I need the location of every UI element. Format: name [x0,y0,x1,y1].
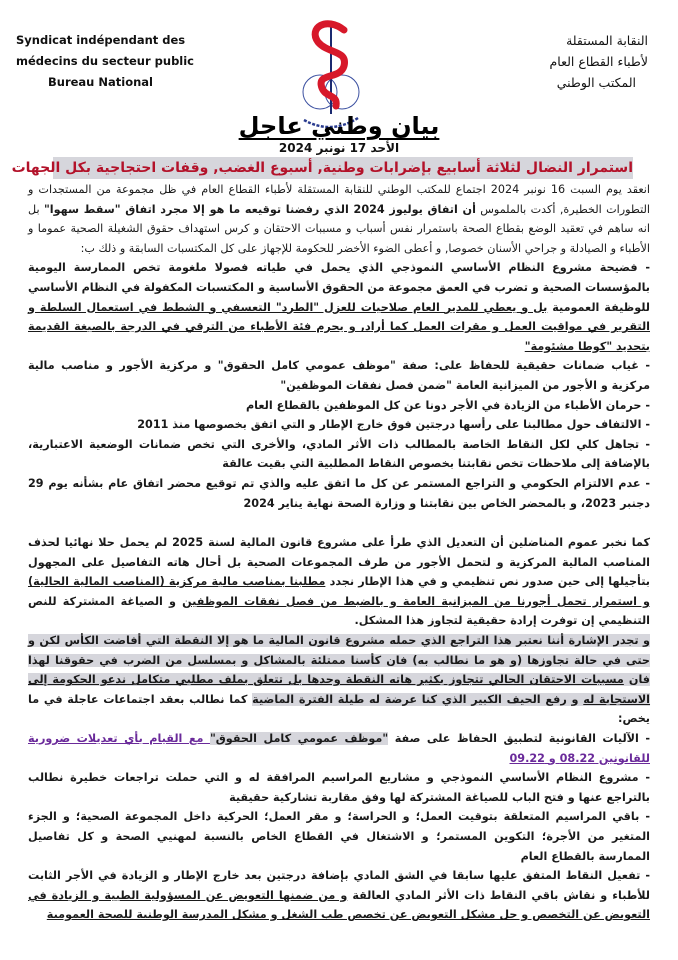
list-item: - فضيحة مشروع النظام الأساسي النموذجي الذي يحمل في طياته فصولا ملغومة تخص الممارسة اليومية بالمؤسسات الصحية و تضرب في العمق مجموعة من الحقوق الأساسية و المكتسبات المكفولة في النظام الأساسي للوظيفة العمومية بل و يعطي للمدير العام صلاحيات للعزل "الطرد" التعسفي و الشطط في استعمال السلطة و التقرير في مواقيت العمل و مقرات العمل كما أراد, و يحرم فئة الأطباء من الترقي في الدرجة بالصيغة القديمة بتحديد "كوطا مشئومة" [28,261,651,353]
french-header-line: Bureau National [48,75,153,89]
document-body [28,180,650,925]
document-subtitle: استمرار النضال لثلاثة أسابيع بإضرابات وطنية, أسبوع الغضب, وقفات احتجاجية بكل الجهات [53,157,633,179]
finance-paragraph: كما نخبر عموم المناضلين أن التعديل الذي طرأ على مشروع قانون المالية لسنة 2025 لم يحمل حلا نهائيا لحذف المناصب المالية المركزية و لتحمل الأجور من طرف المجموعات الصحية بل أحال هاته التفاصيل على المجهول بتأجيلها إلى حين صدور نص تنظيمي و في هذا الإطار نجدد مطلبنا بمناصب مالية مركزية (المناصب المالية الحالية) و استمرار تحمل أجورنا من الميزانية العامة و بالضبط من فصل نفقات الموظفين و الصياغة المشتركة للنص التنظيمي إن توفرت إرادة حقيقية لتجاوز هذا المشكل. [28,536,650,628]
list-item: - الآليات القانونية لتطبيق الحفاظ على صفة "موظف عمومي كامل الحقوق" مع القيام بأي تعديلات ضرورية للقانونين 08.22 و 09.22 [28,732,650,765]
list-item: - حرمان الأطباء من الزيادة في الأجر دونا عن كل الموظفين بالقطاع العام [245,398,650,412]
french-header-line: médecins du secteur public [16,54,195,68]
spacer [28,513,650,533]
arabic-header-line: المكتب الوطني [556,75,636,90]
document-title: بيان وطني عاجل [238,112,440,140]
arabic-header-line: النقابة المستقلة [566,33,648,48]
list-item: - الالتفاف حول مطالبنا على رأسها درجتين فوق خارج الإطار و التي اتفق بخصوصها منذ 2011 [137,418,650,432]
list-item: - غياب ضمانات حقيقية للحفاظ على: صفة "موظف عمومي كامل الحقوق" و مركزية الأجور و مناصب مالية مركزية و الأجور من الميزانية العامة "ضمن فصل نفقات الموظفين" [28,359,650,392]
list-item: - عدم الالتزام الحكومي و التراجع المستمر عن كل ما اتفق عليه والذي تم توقيع محضر اتفاق عام بشأنه يوم 29 دجنبر 2023، و بالمحضر الخاص بين نقابتنا و وزارة الصحة نهاية يناير 2024 [28,476,650,510]
list-item: - تفعيل النقاط المتفق عليها سابقا في الشق المادي بإضافة درجتين بعد خارج الإطار و الزيادة في الأجر الثابت للأطباء و نقاش باقي النقاط ذات الأثر المادي العالقة و من ضمنها التعويض عن المسؤولية الطبية و الزيادة في التعويض عن التخصص و حل مشكل التعويض عن تخصص طب الشغل و مشكل المدرسة الوطنية للصحة العمومية [28,869,650,922]
notice-paragraph: و تجدر الإشارة أننا نعتبر هذا التراجع الذي حمله مشروع قانون المالية ما هو إلا النقطة التي أفاضت الكأس لكن و حتى في حالة تجاوزها (و هو ما نطالب به) فان كأسنا ممتلئة بالمشاكل و بمسلسل من الضرب في حقوقنا لهذا فان مسببات الاحتقان الحالي تتجاوز بكثير هاته النقطة وحدها بل تتعلق بملف مطلبي متكامل ندعو الحكومة إلى الاستجابة له و رفع الحيف الكبير الذي كنا عرضة له طيلة الفترة الماضية كما نطالب بعقد اجتماعات عاجلة في ما يخص: [28,634,651,726]
list-item: - باقي المراسيم المتعلقة بتوقيت العمل؛ و الحراسة؛ و مقر العمل؛ الحركية داخل المجموعة الصحية؛ و الجزء المتغير من الأجرة؛ التكوين المستمر؛ و الاشتغال في القطاع الخاص بالنسبة لمهنيي الصحة و كل تفاصيل الممارسة بالقطاع العام [28,810,650,863]
intro-paragraph: انعقد يوم السبت 16 نونبر 2024 اجتماع للمكتب الوطني للنقابة المستقلة لأطباء القطاع العام في ظل مجموعة من المستجدات و التطورات الخطيرة, أكدت بالملموس أن اتفاق يوليوز 2024 الذي رفضنا توقيعه ما هو إلا مجرد اتفاق "سقط سهوا" بل انه ساهم في تعقيد الوضع بقطاع الصحة باستمرار نفس أسباب و مسببات الاحتقان و كرس استهداف حقوق الشغيلة الصحية عموما و الأطباء و الصيادلة و جراحي الأسنان خصوصا, و أعطى الضوء الأخضر للحكومة للإجهاز على كل المكتسبات السابقة و ذلك ب: [28,183,650,255]
document-date: الأحد 17 نونبر 2024 [278,141,400,155]
french-header-line: Syndicat indépendant des [16,33,186,47]
arabic-header-line: لأطباء القطاع العام [549,54,648,69]
arabic-header [458,30,648,93]
list-item: - مشروع النظام الأساسي النموذجي و مشاريع المراسيم المرافقة له و التي حملت تراجعات خطيرة نطالب بالتراجع عنها و فتح الباب للصياغة المشتركة لها وفق مقاربة تشاركية حقيقية [28,771,650,804]
list-item: - تجاهل كلي لكل النقاط الخاصة بالمطالب ذات الأثر المادي، والأخرى التي تخص ضمانات الوضعية الاعتبارية، بالإضافة إلى ملاحظات تخص نقابتنا بخصوص النقاط المطلبية التي بقيت عالقة [28,437,650,471]
french-header [16,30,256,93]
